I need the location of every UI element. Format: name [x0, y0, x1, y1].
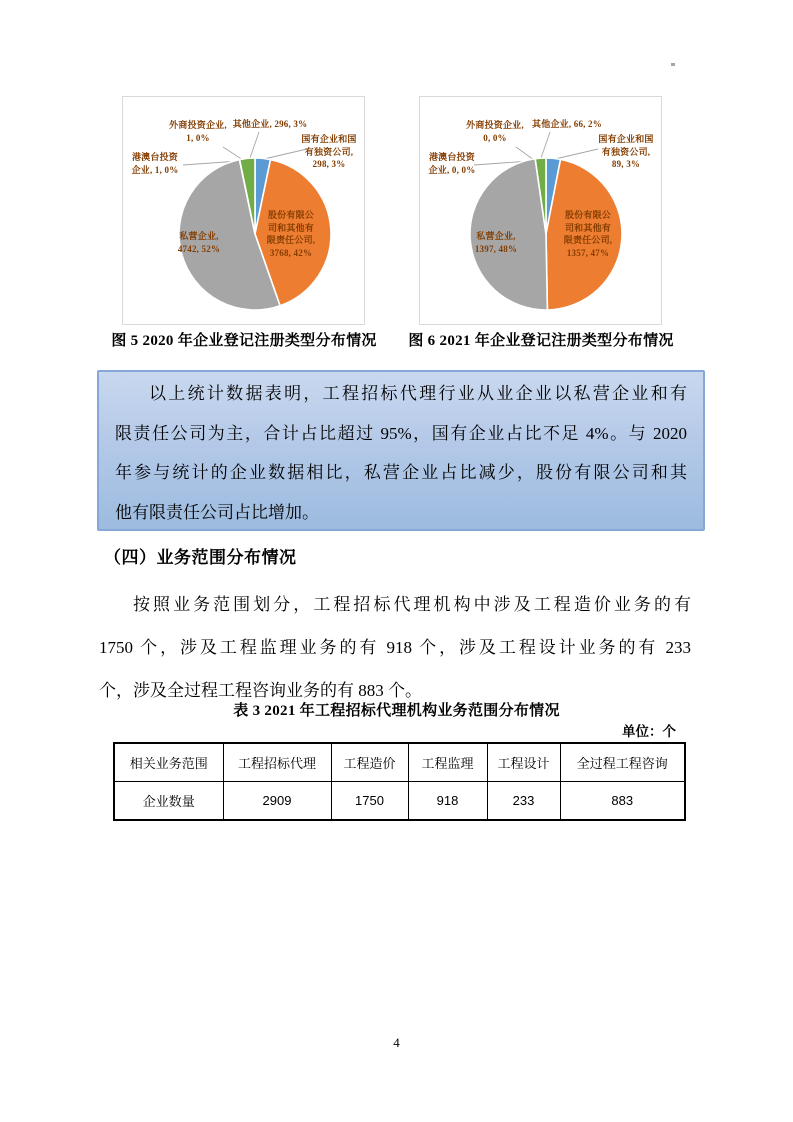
label-line: 1, 0%	[186, 132, 210, 143]
body-paragraph	[99, 583, 691, 712]
paragraph-line: 1750 个，涉及工程监理业务的有 918 个，涉及工程设计业务的有 233	[99, 638, 691, 657]
paragraph-line: 按照业务范围划分，工程招标代理机构中涉及工程造价业务的有	[133, 595, 691, 614]
callout-text-line: 限责任公司为主，合计占比超过 95%，国有企业占比不足 4%。与 2020	[115, 423, 687, 443]
pie-chart-figure-2020	[122, 96, 365, 325]
pie-label-hk-mo-tw	[123, 151, 187, 176]
label-line: 其他企业, 296, 3%	[232, 119, 308, 129]
label-line: 限责任公司,	[563, 235, 613, 245]
label-line: 其他企业, 66, 2%	[532, 119, 602, 129]
label-line: 外商投资企业,	[466, 120, 524, 130]
col-header: 工程造价	[331, 743, 408, 782]
pie-label-private	[456, 230, 536, 255]
col-header: 工程招标代理	[223, 743, 331, 782]
label-line: 司和其他有	[267, 222, 314, 233]
col-header: 工程设计	[487, 743, 560, 782]
label-line: 0, 0%	[483, 132, 507, 143]
pie-label-other	[512, 118, 622, 131]
label-line: 港澳台投资	[428, 152, 475, 162]
highlight-callout	[97, 370, 705, 531]
pie-label-limited-company	[249, 209, 333, 259]
figure6-caption: 图 6 2021 年企业登记注册类型分布情况	[408, 333, 674, 349]
table-header-row	[114, 743, 685, 782]
label-line: 股份有限公	[564, 210, 611, 220]
label-line: 企业, 1, 0%	[131, 164, 179, 175]
table3-title: 表 3 2021 年工程招标代理机构业务范围分布情况	[233, 703, 560, 719]
business-scope-table	[113, 742, 686, 821]
label-line: 1357, 47%	[566, 247, 610, 258]
value-cell: 918	[408, 782, 487, 821]
label-line: 有独资公司,	[304, 146, 354, 157]
pie-label-state-owned	[590, 133, 662, 171]
pie-label-state-owned	[293, 133, 365, 171]
label-line: 企业, 0, 0%	[428, 164, 476, 175]
label-line: 有独资公司,	[601, 146, 651, 157]
label-line: 私营企业,	[476, 231, 516, 241]
col-header: 相关业务范围	[114, 743, 223, 782]
label-line: 限责任公司,	[266, 235, 316, 245]
value-cell: 2909	[223, 782, 331, 821]
label-line: 4742, 52%	[177, 243, 221, 254]
pie-label-hk-mo-tw	[420, 151, 484, 176]
paragraph-line: 个，涉及全过程工程咨询业务的有 883 个。	[99, 681, 422, 700]
label-line: 港澳台投资	[131, 152, 178, 162]
label-line: 3768, 42%	[269, 247, 313, 258]
section-heading: （四）业务范围分布情况	[104, 548, 297, 567]
label-line: 国有企业和国	[301, 134, 357, 144]
callout-text-line: 年参与统计的企业数据相比，私营企业占比减少，股份有限公司和其	[115, 463, 687, 482]
label-line: 股份有限公	[267, 210, 314, 220]
label-line: 外商投资企业,	[169, 120, 227, 130]
stray-dot-mark	[671, 63, 675, 66]
value-cell: 883	[560, 782, 685, 821]
pie-label-private	[159, 230, 239, 255]
label-line: 国有企业和国	[598, 134, 654, 144]
row-label-cell: 企业数量	[114, 782, 223, 821]
table-unit-label: 单位：个	[622, 724, 676, 739]
value-cell: 1750	[331, 782, 408, 821]
callout-text-line: 他有限责任公司占比增加。	[115, 502, 319, 522]
label-line: 私营企业,	[179, 231, 219, 241]
pie-label-other	[215, 118, 325, 131]
label-line: 89, 3%	[611, 159, 641, 169]
pie-label-limited-company	[546, 209, 630, 259]
page-number: 4	[393, 1035, 400, 1050]
pie-chart-figure-2021	[419, 96, 662, 325]
label-line: 1397, 48%	[474, 243, 518, 254]
label-line: 司和其他有	[564, 222, 611, 233]
label-line: 298, 3%	[312, 159, 346, 169]
callout-text-line: 以上统计数据表明，工程招标代理行业从业企业以私营企业和有	[149, 384, 687, 403]
col-header: 全过程工程咨询	[560, 743, 685, 782]
table-row	[114, 782, 685, 821]
value-cell: 233	[487, 782, 560, 821]
col-header: 工程监理	[408, 743, 487, 782]
figure5-caption: 图 5 2020 年企业登记注册类型分布情况	[111, 333, 377, 349]
